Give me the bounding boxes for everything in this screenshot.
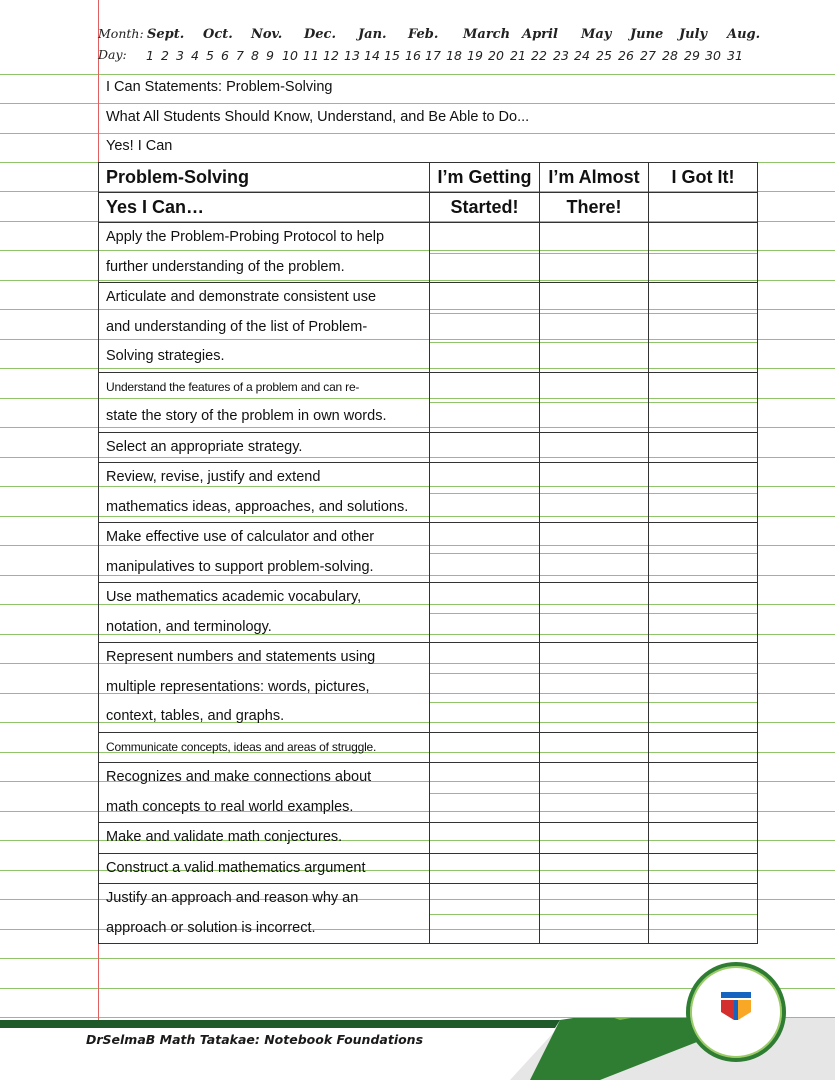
getting-started-checkbox[interactable] [430, 884, 540, 944]
page-subtitle: What All Students Should Know, Understand, and Be Able to Do... [106, 109, 530, 125]
table-row [99, 523, 758, 583]
rule-line [0, 958, 835, 959]
header-started: Started! [430, 193, 540, 223]
day-14: 14 [364, 48, 380, 63]
day-18: 18 [446, 48, 462, 63]
cell-rule [430, 342, 539, 343]
statement-line: Construct a valid mathematics argument [106, 859, 366, 876]
statement-line: approach or solution is incorrect. [106, 919, 316, 936]
yes-label: Yes! I Can [106, 138, 173, 154]
statement-cell [99, 643, 430, 733]
cell-rule [430, 793, 539, 794]
cell-rule [430, 253, 539, 254]
cell-rule [649, 673, 757, 674]
rule-line [0, 133, 835, 134]
got-it-checkbox[interactable] [649, 223, 758, 283]
cell-rule [540, 613, 648, 614]
table-row [99, 583, 758, 643]
got-it-checkbox[interactable] [649, 583, 758, 643]
statement-cell [99, 823, 430, 854]
cell-rule [540, 793, 648, 794]
almost-there-checkbox[interactable] [540, 432, 649, 463]
day-31: 31 [727, 48, 743, 63]
day-29: 29 [684, 48, 700, 63]
month-2: Oct. [203, 27, 233, 42]
got-it-checkbox[interactable] [649, 283, 758, 373]
footer-text: DrSelmaB Math Tatakae: Notebook Foundations [86, 1032, 424, 1047]
getting-started-checkbox[interactable] [430, 523, 540, 583]
day-12: 12 [323, 48, 339, 63]
statement-line: Represent numbers and statements using [106, 649, 376, 665]
cell-rule [540, 553, 648, 554]
statement-line: Make and validate math conjectures. [106, 829, 343, 845]
cell-rule [649, 914, 757, 915]
cell-rule [540, 342, 648, 343]
cell-rule [649, 493, 757, 494]
table-row [99, 763, 758, 823]
got-it-checkbox[interactable] [649, 463, 758, 523]
day-label: Day: [98, 47, 127, 62]
table-row [99, 432, 758, 463]
day-15: 15 [384, 48, 400, 63]
header-there: There! [540, 193, 649, 223]
cell-rule [540, 702, 648, 703]
day-7: 7 [236, 48, 244, 63]
statement-cell [99, 283, 430, 373]
getting-started-checkbox[interactable] [430, 583, 540, 643]
cell-rule [649, 253, 757, 254]
day-28: 28 [662, 48, 678, 63]
month-12: Aug. [727, 27, 761, 42]
statement-line: Articulate and demonstrate consistent use [106, 289, 377, 305]
statement-cell [99, 463, 430, 523]
month-3: Nov. [251, 27, 283, 42]
got-it-checkbox[interactable] [649, 853, 758, 884]
statement-cell [99, 523, 430, 583]
statement-cell [99, 432, 430, 463]
cell-rule [649, 702, 757, 703]
cell-rule [430, 613, 539, 614]
day-10: 10 [282, 48, 298, 63]
got-it-checkbox[interactable] [649, 523, 758, 583]
cell-rule [649, 793, 757, 794]
statement-cell [99, 732, 430, 763]
month-6: Feb. [408, 27, 439, 42]
day-23: 23 [553, 48, 569, 63]
table-row [99, 463, 758, 523]
table-row [99, 372, 758, 432]
getting-started-checkbox[interactable] [430, 853, 540, 884]
logo-icon [690, 966, 782, 1058]
statement-line: further understanding of the problem. [106, 258, 345, 275]
cell-rule [430, 673, 539, 674]
got-it-checkbox[interactable] [649, 884, 758, 944]
got-it-checkbox[interactable] [649, 823, 758, 854]
cell-rule [540, 914, 648, 915]
header-almost-there: I’m Almost [540, 163, 649, 193]
table-row [99, 884, 758, 944]
header-got-it: I Got It! [649, 163, 758, 193]
statement-line: math concepts to real world examples. [106, 798, 354, 815]
month-11: July [679, 27, 708, 42]
day-6: 6 [221, 48, 229, 63]
header-problem-solving: Problem-Solving [99, 163, 430, 193]
almost-there-checkbox[interactable] [540, 643, 649, 733]
day-24: 24 [574, 48, 590, 63]
cell-rule [430, 914, 539, 915]
almost-there-checkbox[interactable] [540, 732, 649, 763]
statement-line: manipulatives to support problem-solving. [106, 558, 374, 575]
got-it-checkbox[interactable] [649, 372, 758, 432]
almost-there-checkbox[interactable] [540, 523, 649, 583]
header-getting-started: I’m Getting [430, 163, 540, 193]
month-4: Dec. [304, 27, 336, 42]
day-3: 3 [176, 48, 184, 63]
got-it-checkbox[interactable] [649, 643, 758, 733]
table-row [99, 732, 758, 763]
rule-line [0, 103, 835, 104]
getting-started-checkbox[interactable] [430, 763, 540, 823]
cell-rule [540, 313, 648, 314]
statement-cell [99, 763, 430, 823]
statement-line: multiple representations: words, pictures, [106, 678, 370, 695]
logo-badge [686, 962, 786, 1062]
statement-line: Understand the features of a problem and can re- [106, 379, 360, 394]
day-30: 30 [705, 48, 721, 63]
i-can-table [98, 162, 758, 944]
cell-rule [540, 493, 648, 494]
cell-rule [540, 253, 648, 254]
statement-line: Solving strategies. [106, 348, 225, 364]
day-9: 9 [266, 48, 274, 63]
month-1: Sept. [147, 27, 185, 42]
rule-line [0, 74, 835, 75]
cell-rule [430, 402, 539, 403]
cell-rule [430, 553, 539, 554]
statement-cell [99, 583, 430, 643]
day-13: 13 [344, 48, 360, 63]
statement-cell [99, 884, 430, 944]
cell-rule [540, 673, 648, 674]
getting-started-checkbox[interactable] [430, 643, 540, 733]
statement-line: Apply the Problem-Probing Protocol to help [106, 229, 385, 245]
month-5: Jan. [358, 27, 387, 42]
month-7: March [463, 27, 511, 42]
page-title: I Can Statements: Problem-Solving [106, 79, 333, 95]
table-row [99, 283, 758, 373]
statement-line: notation, and terminology. [106, 618, 272, 635]
day-1: 1 [146, 48, 154, 63]
day-22: 22 [531, 48, 547, 63]
statement-line: context, tables, and graphs. [106, 708, 285, 724]
statement-cell [99, 853, 430, 884]
month-10: June [630, 27, 664, 42]
almost-there-checkbox[interactable] [540, 283, 649, 373]
cell-rule [649, 613, 757, 614]
cell-rule [649, 402, 757, 403]
almost-there-checkbox[interactable] [540, 463, 649, 523]
day-5: 5 [206, 48, 214, 63]
day-19: 19 [467, 48, 483, 63]
day-21: 21 [510, 48, 526, 63]
day-27: 27 [640, 48, 656, 63]
day-26: 26 [618, 48, 634, 63]
statement-cell [99, 372, 430, 432]
day-20: 20 [488, 48, 504, 63]
cell-rule [540, 402, 648, 403]
almost-there-checkbox[interactable] [540, 583, 649, 643]
cell-rule [649, 553, 757, 554]
getting-started-checkbox[interactable] [430, 463, 540, 523]
table-row [99, 823, 758, 854]
statement-line: Use mathematics academic vocabulary, [106, 589, 362, 605]
statement-cell [99, 223, 430, 283]
header-yes-i-can: Yes I Can… [99, 193, 430, 223]
cell-rule [430, 313, 539, 314]
getting-started-checkbox[interactable] [430, 223, 540, 283]
almost-there-checkbox[interactable] [540, 372, 649, 432]
getting-started-checkbox[interactable] [430, 732, 540, 763]
getting-started-checkbox[interactable] [430, 432, 540, 463]
day-2: 2 [161, 48, 169, 63]
getting-started-checkbox[interactable] [430, 283, 540, 373]
month-8: April [522, 27, 558, 42]
month-9: May [581, 27, 612, 42]
almost-there-checkbox[interactable] [540, 223, 649, 283]
got-it-checkbox[interactable] [649, 732, 758, 763]
statement-line: state the story of the problem in own words. [106, 408, 387, 424]
statement-line: and understanding of the list of Problem- [106, 318, 368, 335]
statement-line: Communicate concepts, ideas and areas of struggle. [106, 739, 377, 754]
cell-rule [649, 342, 757, 343]
getting-started-checkbox[interactable] [430, 823, 540, 854]
day-16: 16 [405, 48, 421, 63]
day-25: 25 [596, 48, 612, 63]
statement-line: Recognizes and make connections about [106, 769, 372, 785]
almost-there-checkbox[interactable] [540, 853, 649, 884]
month-label: Month: [98, 26, 144, 41]
day-8: 8 [251, 48, 259, 63]
getting-started-checkbox[interactable] [430, 372, 540, 432]
cell-rule [430, 702, 539, 703]
table-row [99, 853, 758, 884]
table-row [99, 643, 758, 733]
cell-rule [430, 493, 539, 494]
almost-there-checkbox[interactable] [540, 763, 649, 823]
table-row [99, 223, 758, 283]
almost-there-checkbox[interactable] [540, 884, 649, 944]
statement-line: mathematics ideas, approaches, and solutions. [106, 498, 409, 515]
day-11: 11 [303, 48, 319, 63]
day-4: 4 [191, 48, 199, 63]
got-it-checkbox[interactable] [649, 763, 758, 823]
header-empty [649, 193, 758, 223]
statement-line: Justify an approach and reason why an [106, 890, 359, 906]
statement-line: Review, revise, justify and extend [106, 469, 321, 485]
statement-line: Select an appropriate strategy. [106, 438, 303, 455]
day-17: 17 [425, 48, 441, 63]
statement-line: Make effective use of calculator and other [106, 529, 375, 545]
almost-there-checkbox[interactable] [540, 823, 649, 854]
got-it-checkbox[interactable] [649, 432, 758, 463]
cell-rule [649, 313, 757, 314]
